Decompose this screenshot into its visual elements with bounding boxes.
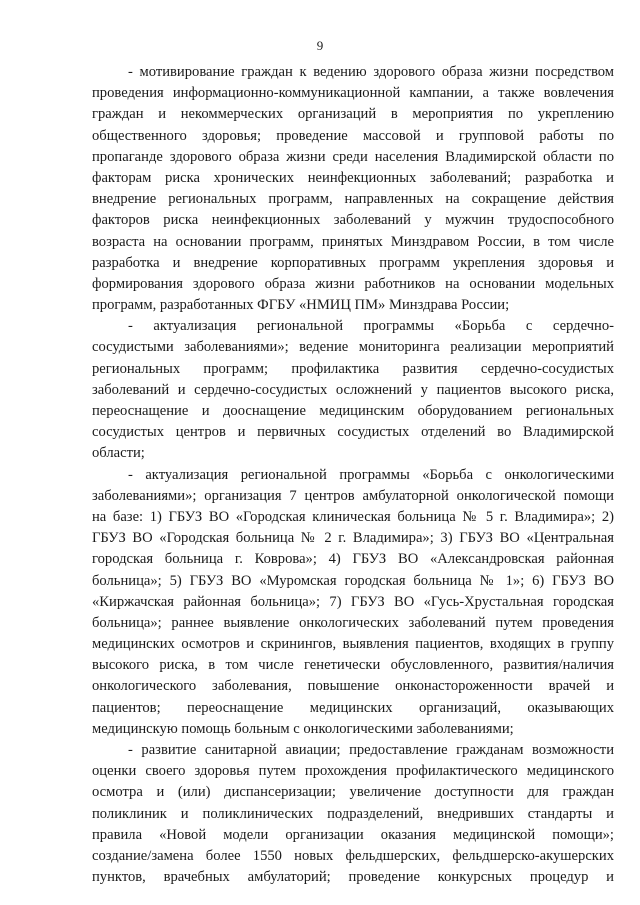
- text-line: программ, разработанных ФГБУ «НМИЦ ПМ» Минздрава России;: [92, 297, 510, 314]
- text-line: проведения информационно-коммуникационной кампании, а также вовлечения: [92, 85, 614, 102]
- text-line: оценки своего здоровья путем прохождения профилактического медицинского: [92, 763, 614, 780]
- text-line: пациентов; переоснащение медицинских организаций, оказывающих: [92, 699, 614, 716]
- text-line: медицинскую помощь больным с онкологическими заболеваниями;: [92, 720, 514, 737]
- text-line: региональных программ; профилактика развития сердечно-сосудистых: [92, 360, 614, 377]
- text-line: разработка и внедрение корпоративных программ укрепления здоровья и: [92, 254, 614, 271]
- text-line: больница»; раннее выявление онкологических заболеваний путем проведения: [92, 614, 614, 631]
- text-line: заболеваниями»; организация 7 центров амбулаторной онкологической помощи: [92, 487, 614, 504]
- text-line: городская больница г. Коврова»; 4) ГБУЗ ВО «Александровская районная: [92, 551, 614, 568]
- text-line: - мотивирование граждан к ведению здорового образа жизни посредством: [128, 64, 614, 80]
- text-line: «Киржачская районная больница»; 7) ГБУЗ ВО «Гусь-Хрустальная городская: [92, 593, 614, 610]
- text-line: правила «Новой модели организации оказания медицинской помощи»;: [92, 826, 614, 843]
- text-line: возраста на основании программ, принятых Минздравом России, в том числе: [92, 233, 614, 250]
- text-line: - актуализация региональной программы «Борьба с онкологическими: [128, 466, 614, 483]
- text-line: осмотра и (или) диспансеризации; увеличение доступности для граждан: [92, 784, 614, 801]
- text-line: создание/замена более 1550 новых фельдшерских, фельдшерско-акушерских: [92, 847, 614, 864]
- text-line: факторам риска хронических неинфекционных заболеваний; разработка и: [92, 169, 614, 186]
- text-line: сосудистыми заболеваниями»; ведение мониторинга реализации мероприятий: [92, 339, 614, 356]
- text-line: онкологического заболевания, повышение онконастороженности врачей и: [92, 678, 614, 695]
- text-line: переоснащение и дооснащение медицинским оборудованием региональных: [92, 403, 614, 419]
- text-line: пунктов, врачебных амбулаторий; проведение конкурсных процедур и: [92, 869, 614, 886]
- text-line: - актуализация региональной программы «Борьба с сердечно-: [128, 318, 614, 335]
- text-line: граждан и некоммерческих организаций в мероприятия по укреплению: [92, 106, 614, 123]
- text-line: заболеваний и сердечно-сосудистых осложнений у пациентов высокого риска,: [92, 381, 614, 398]
- text-line: больница»; 5) ГБУЗ ВО «Муромская городская больница № 1»; 6) ГБУЗ ВО: [92, 572, 614, 589]
- text-line: поликлиник и поликлинических подразделений, внедривших стандарты и: [92, 805, 614, 822]
- text-line: высокого риска, в том числе генетически обусловленного, развития/наличия: [92, 657, 614, 674]
- document-body: [92, 62, 614, 888]
- text-line: медицинских осмотров и скринингов, выявления пациентов, входящих в группу: [92, 636, 614, 653]
- page-number: 9: [316, 38, 324, 53]
- text-line: формирования здорового образа жизни работников на основании модельных: [92, 275, 614, 292]
- text-line: на базе: 1) ГБУЗ ВО «Городская клиническая больница № 5 г. Владимира»; 2): [92, 508, 614, 525]
- text-line: ГБУЗ ВО «Городская больница № 2 г. Владимира»; 3) ГБУЗ ВО «Центральная: [92, 530, 614, 547]
- text-line: факторов риска неинфекционных заболеваний у мужчин трудоспособного: [92, 212, 614, 229]
- text-line: сосудистых центров и первичных сосудистых отделений во Владимирской: [92, 424, 614, 441]
- text-line: общественного здоровья; проведение массовой и групповой работы по: [92, 127, 614, 144]
- text-line: пропаганде здорового образа жизни среди населения Владимирской области по: [92, 148, 614, 165]
- text-line: - развитие санитарной авиации; предоставление гражданам возможности: [128, 742, 614, 758]
- text-line: внедрение региональных программ, направленных на сокращение действия: [92, 191, 614, 208]
- text-line: области;: [92, 445, 145, 462]
